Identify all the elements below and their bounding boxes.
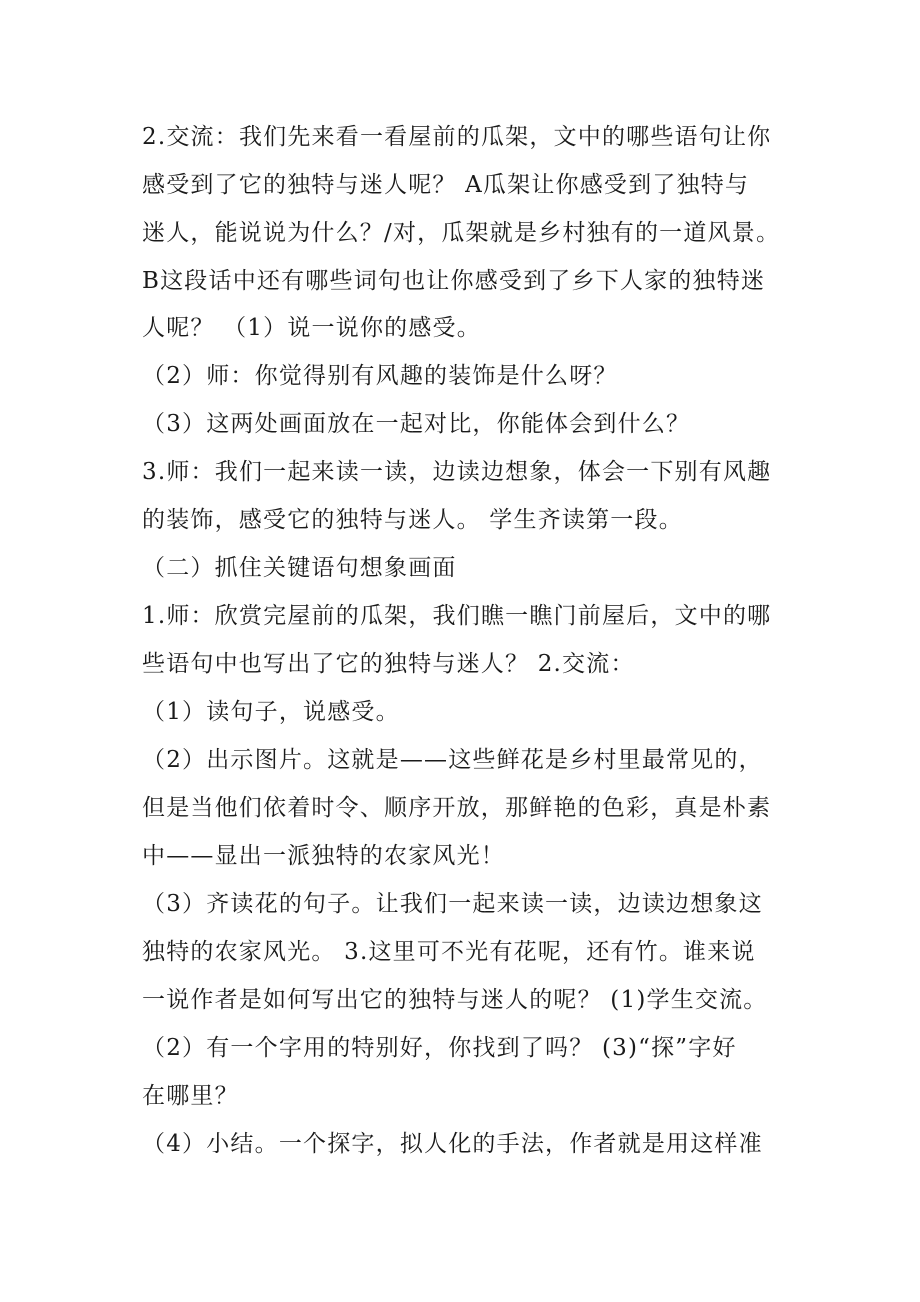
- text-line: 1.师：欣赏完屋前的瓜架，我们瞧一瞧门前屋后，文中的哪: [142, 603, 772, 629]
- text-line: （2）师：你觉得别有风趣的装饰是什么呀？: [142, 363, 618, 389]
- text-line: （3）这两处画面放在一起对比，你能体会到什么？: [142, 411, 691, 437]
- text-line: 一说作者是如何写出它的独特与迷人的呢？ (1)学生交流。: [142, 987, 768, 1013]
- text-line: 3.师：我们一起来读一读，边读边想象，体会一下别有风趣: [142, 459, 772, 485]
- text-line: 些语句中也写出了它的独特与迷人？ 2.交流：: [142, 651, 635, 677]
- text-line: 在哪里？: [142, 1083, 239, 1109]
- text-line: 的装饰，感受它的独特与迷人。 学生齐读第一段。: [142, 507, 683, 533]
- text-line: （2）出示图片。这就是——这些鲜花是乡村里最常见的，: [142, 747, 763, 773]
- text-line: （1）读句子，说感受。: [142, 699, 400, 725]
- text-line: 迷人，能说说为什么？/对，瓜架就是乡村独有的一道风景。: [142, 220, 781, 246]
- text-line: B这段话中还有哪些词句也让你感受到了乡下人家的独特迷: [142, 268, 766, 294]
- text-line: 人呢？ （1）说一说你的感受。: [142, 315, 481, 341]
- text-line: 中——显出一派独特的农家风光！: [142, 843, 505, 869]
- text-line: 感受到了它的独特与迷人呢？ A瓜架让你感受到了独特与: [142, 172, 750, 198]
- text-line: （2）有一个字用的特别好，你找到了吗？ (3)“探”字好: [142, 1035, 737, 1061]
- section-heading: （二）抓住关键语句想象画面: [142, 555, 457, 581]
- text-line: （4）小结。一个探字，拟人化的手法，作者就是用这样准: [142, 1131, 763, 1157]
- text-line: 独特的农家风光。 3.这里可不光有花呢，还有竹。谁来说: [142, 939, 756, 965]
- text-line: 但是当他们依着时令、顺序开放，那鲜艳的色彩，真是朴素: [142, 795, 772, 821]
- text-line: 2.交流：我们先来看一看屋前的瓜架，文中的哪些语句让你: [142, 124, 772, 150]
- text-line: （3）齐读花的句子。让我们一起来读一读，边读边想象这: [142, 891, 763, 917]
